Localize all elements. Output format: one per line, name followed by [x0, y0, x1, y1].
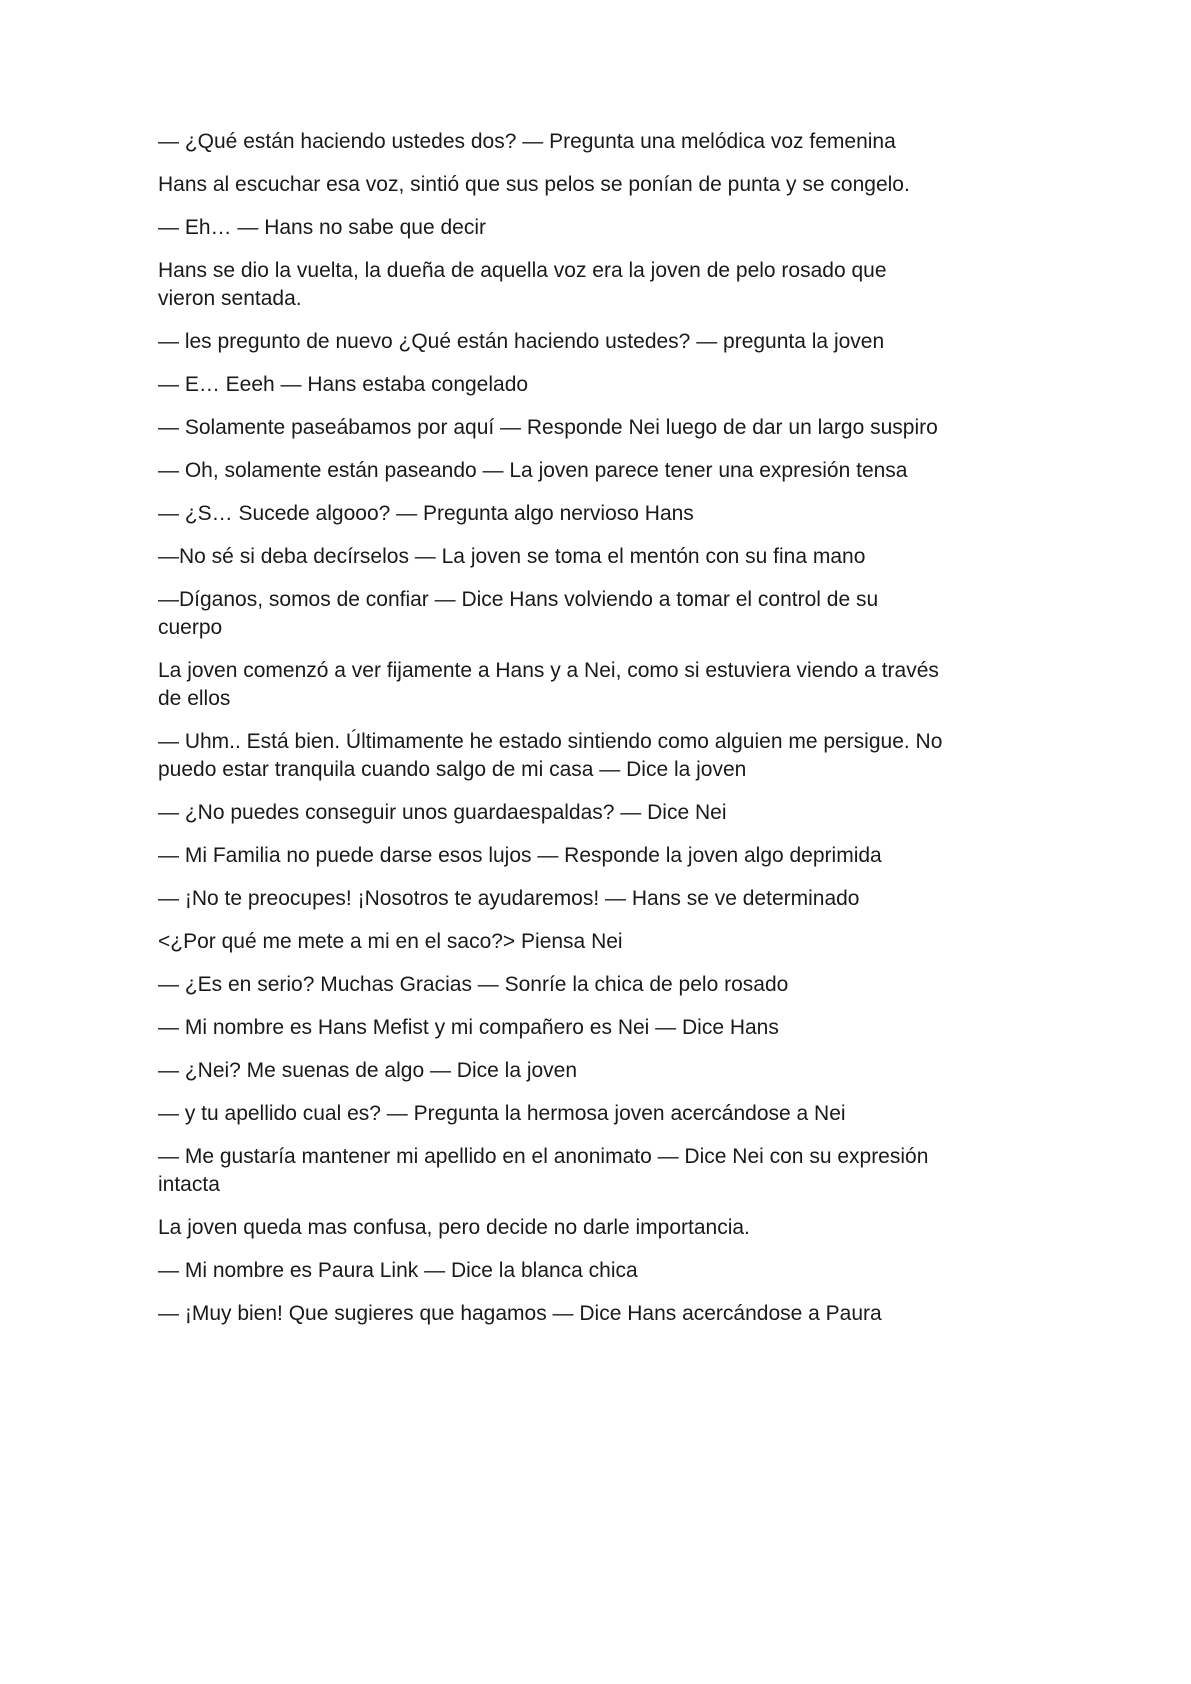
paragraph: — ¡Muy bien! Que sugieres que hagamos — Dice Hans acercándose a Paura	[158, 1302, 882, 1325]
paragraph: — les pregunto de nuevo ¿Qué están haciendo ustedes? — pregunta la joven	[158, 330, 885, 353]
paragraph: — y tu apellido cual es? — Pregunta la hermosa joven acercándose a Nei	[158, 1102, 846, 1125]
paragraph: — ¿S… Sucede algooo? — Pregunta algo nervioso Hans	[158, 502, 694, 525]
paragraph: — ¿Nei? Me suenas de algo — Dice la joven	[158, 1059, 578, 1082]
paragraph: La joven queda mas confusa, pero decide no darle importancia.	[158, 1216, 750, 1239]
paragraph: — ¡No te preocupes! ¡Nosotros te ayudaremos! — Hans se ve determinado	[158, 887, 860, 910]
paragraph: <¿Por qué me mete a mi en el saco?> Piensa Nei	[158, 930, 623, 953]
paragraph: —Díganos, somos de confiar — Dice Hans volviendo a tomar el control de su cuerpo	[158, 588, 879, 639]
paragraph: — Oh, solamente están paseando — La joven parece tener una expresión tensa	[158, 459, 908, 482]
paragraph: — Uhm.. Está bien. Últimamente he estado sintiendo como alguien me persigue. No puedo estar tranquila cuando salgo de mi casa — Dice la joven	[158, 730, 943, 781]
paragraph: — ¿Es en serio? Muchas Gracias — Sonríe la chica de pelo rosado	[158, 973, 789, 996]
paragraph: — Mi nombre es Paura Link — Dice la blanca chica	[158, 1259, 638, 1282]
paragraph: —No sé si deba decírselos — La joven se toma el mentón con su fina mano	[158, 545, 866, 568]
paragraph: — Mi nombre es Hans Mefist y mi compañero es Nei — Dice Hans	[158, 1016, 779, 1039]
page-content	[158, 128, 948, 1343]
paragraph: — Mi Familia no puede darse esos lujos — Responde la joven algo deprimida	[158, 844, 882, 867]
paragraph: — Solamente paseábamos por aquí — Responde Nei luego de dar un largo suspiro	[158, 416, 938, 439]
paragraph: — Eh… — Hans no sabe que decir	[158, 216, 487, 239]
paragraph: — E… Eeeh — Hans estaba congelado	[158, 373, 529, 396]
paragraph: Hans se dio la vuelta, la dueña de aquella voz era la joven de pelo rosado que vieron sentada.	[158, 259, 887, 310]
paragraph: — ¿Qué están haciendo ustedes dos? — Pregunta una melódica voz femenina	[158, 130, 896, 153]
paragraph: — Me gustaría mantener mi apellido en el anonimato — Dice Nei con su expresión intacta	[158, 1145, 929, 1196]
paragraph: — ¿No puedes conseguir unos guardaespaldas? — Dice Nei	[158, 801, 727, 824]
paragraph: La joven comenzó a ver fijamente a Hans y a Nei, como si estuviera viendo a través de ellos	[158, 659, 939, 710]
paragraph: Hans al escuchar esa voz, sintió que sus pelos se ponían de punta y se congelo.	[158, 173, 910, 196]
